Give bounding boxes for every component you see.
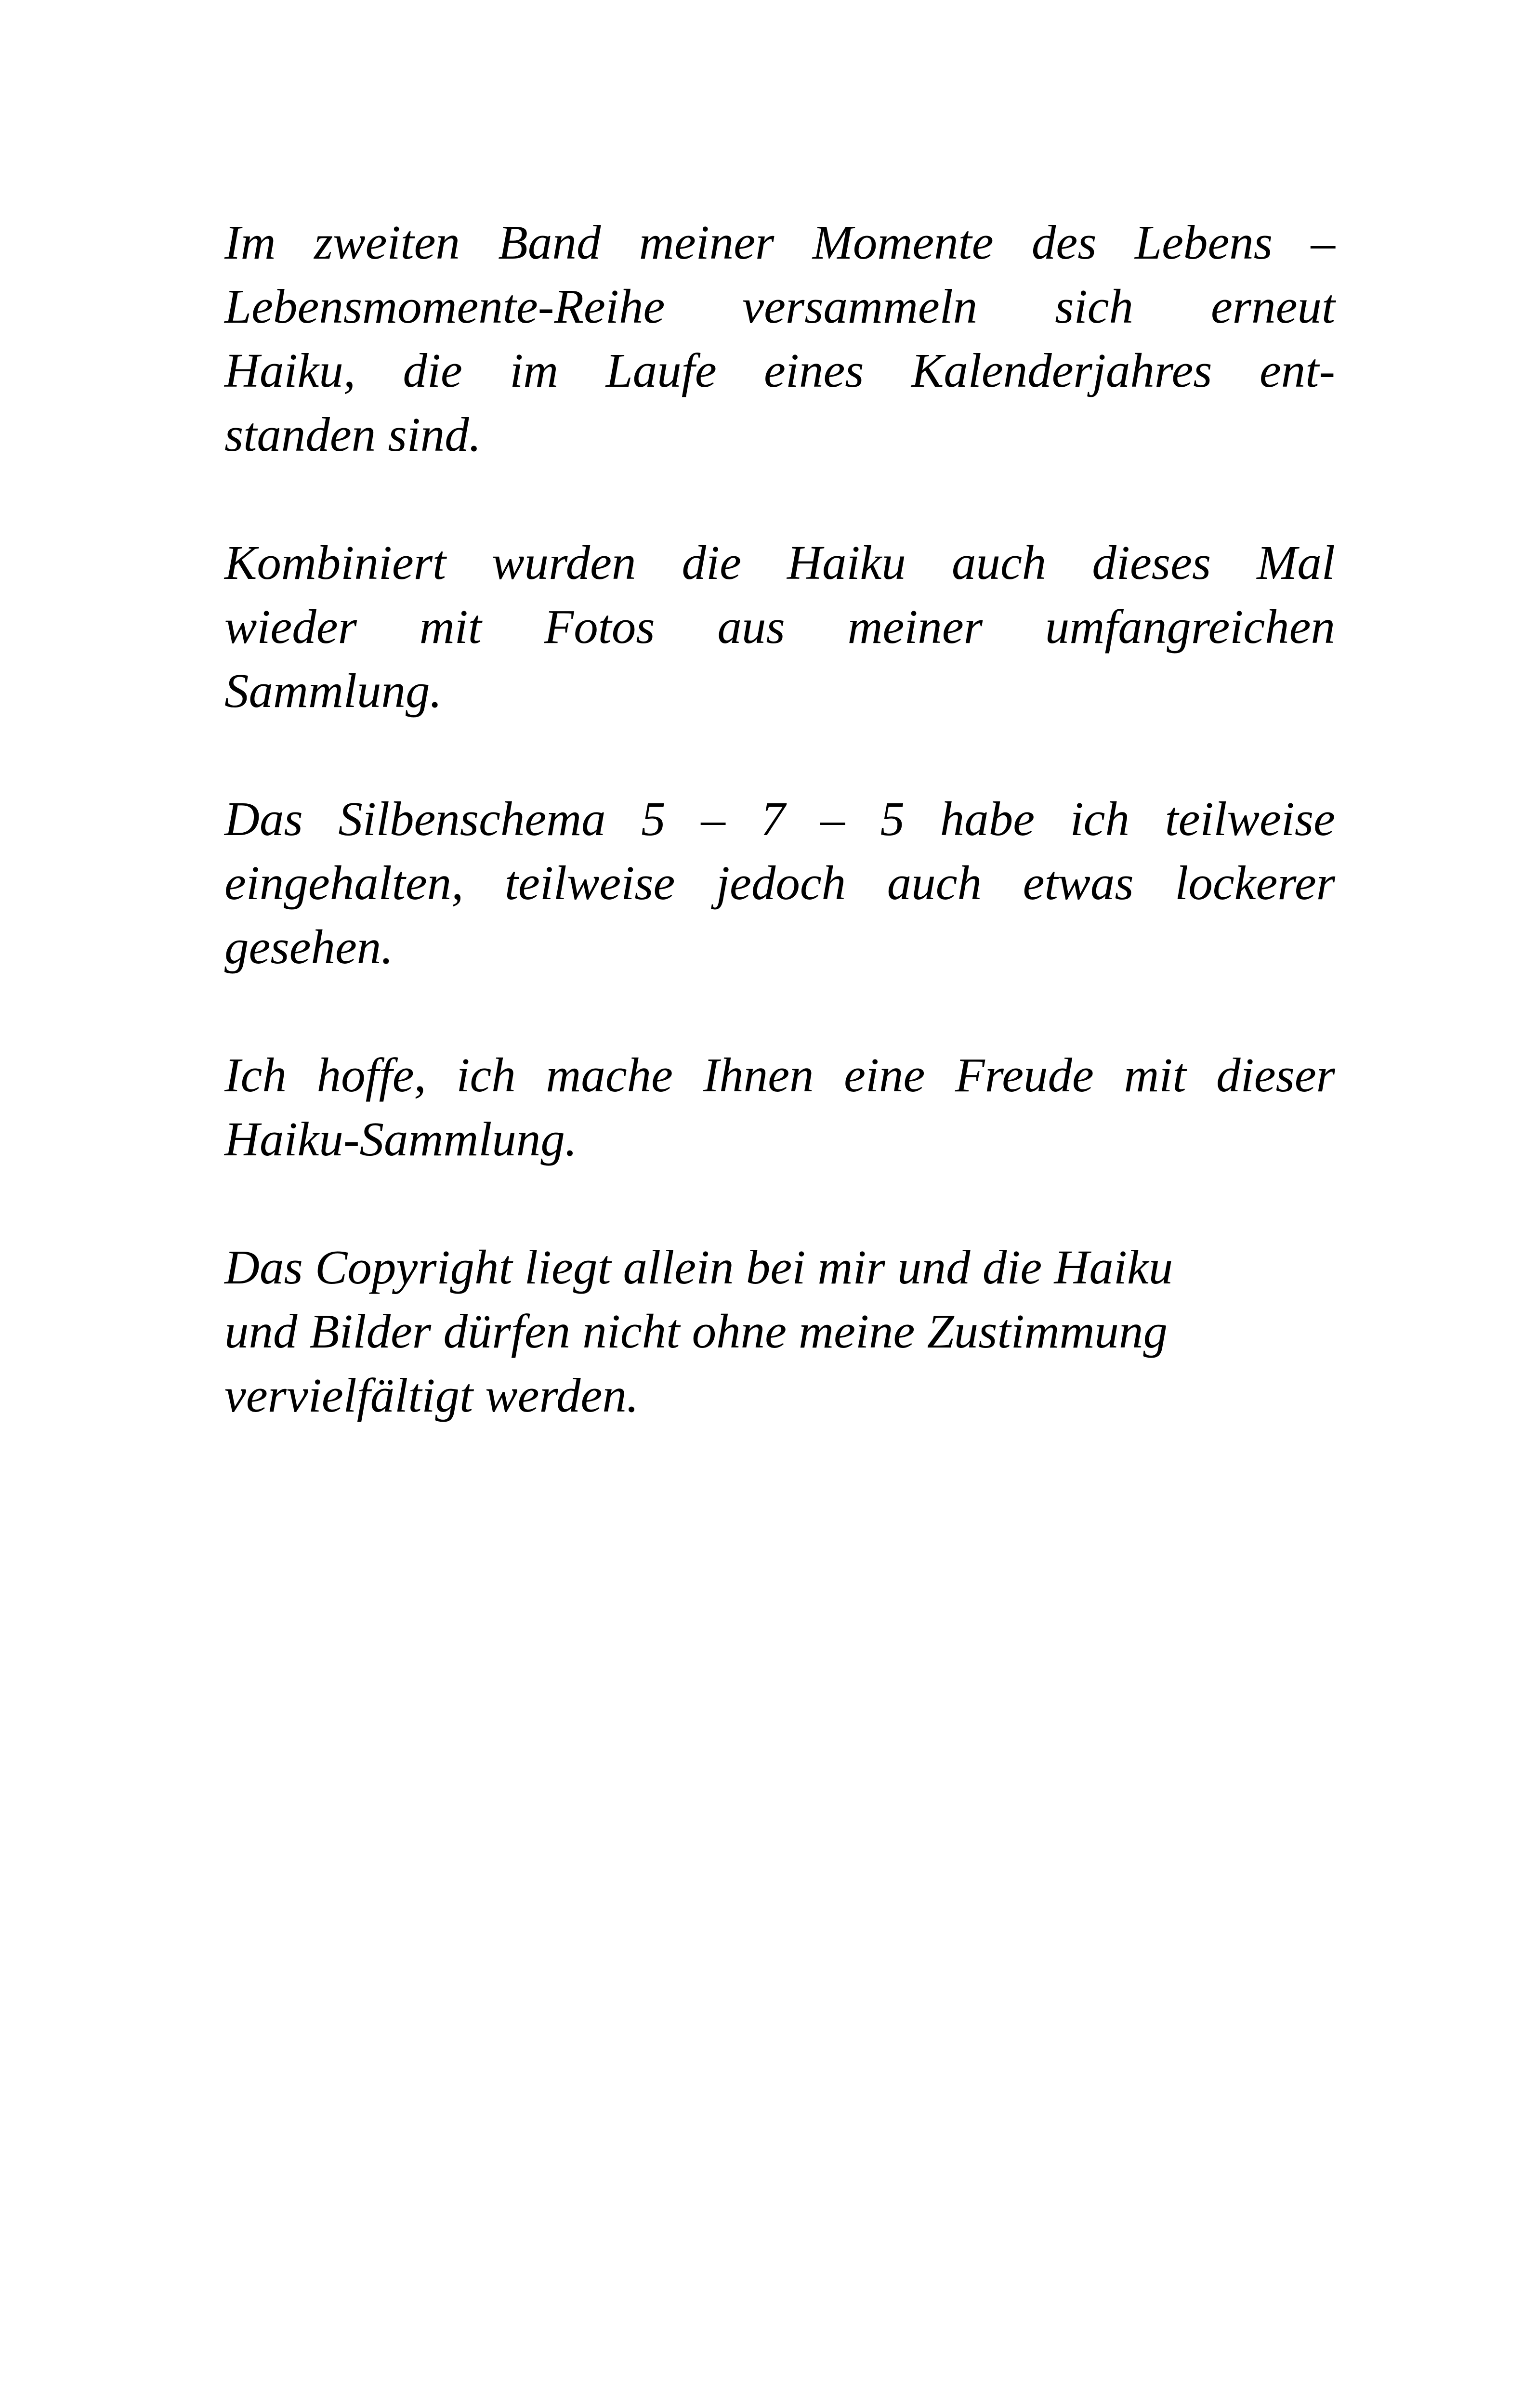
text-line: Sammlung. bbox=[224, 664, 442, 718]
text-line: wieder mit Fotos aus meiner umfangreichen bbox=[224, 600, 1335, 654]
text-line: Kombiniert wurden die Haiku auch dieses Mal bbox=[224, 536, 1335, 589]
paragraph-intro bbox=[224, 210, 1335, 467]
paragraph-copyright bbox=[224, 1235, 1335, 1427]
text-line: Im zweiten Band meiner Momente des Lebens – bbox=[224, 215, 1335, 269]
text-line: eingehalten, teilweise jedoch auch etwas lockerer bbox=[224, 856, 1335, 910]
paragraph-wish bbox=[224, 1043, 1335, 1171]
text-line: vervielfältigt werden. bbox=[224, 1368, 639, 1422]
text-line: Das Silbenschema 5 – 7 – 5 habe ich teilweise bbox=[224, 792, 1335, 846]
text-line: Haiku, die im Laufe eines Kalenderjahres ent- bbox=[224, 343, 1335, 397]
preface-text bbox=[224, 210, 1335, 1492]
text-line: und Bilder dürfen nicht ohne meine Zustimmung bbox=[224, 1304, 1168, 1358]
text-line: Ich hoffe, ich mache Ihnen eine Freude mit dieser bbox=[224, 1048, 1335, 1102]
text-line: Haiku-Sammlung. bbox=[224, 1112, 578, 1166]
text-line: Das Copyright liegt allein bei mir und die Haiku bbox=[224, 1240, 1173, 1294]
text-line: gesehen. bbox=[224, 920, 394, 974]
paragraph-photos bbox=[224, 531, 1335, 723]
paragraph-syllable-scheme bbox=[224, 787, 1335, 979]
text-line: Lebensmomente-Reihe versammeln sich erneut bbox=[224, 279, 1335, 333]
text-line: standen sind. bbox=[224, 407, 482, 461]
